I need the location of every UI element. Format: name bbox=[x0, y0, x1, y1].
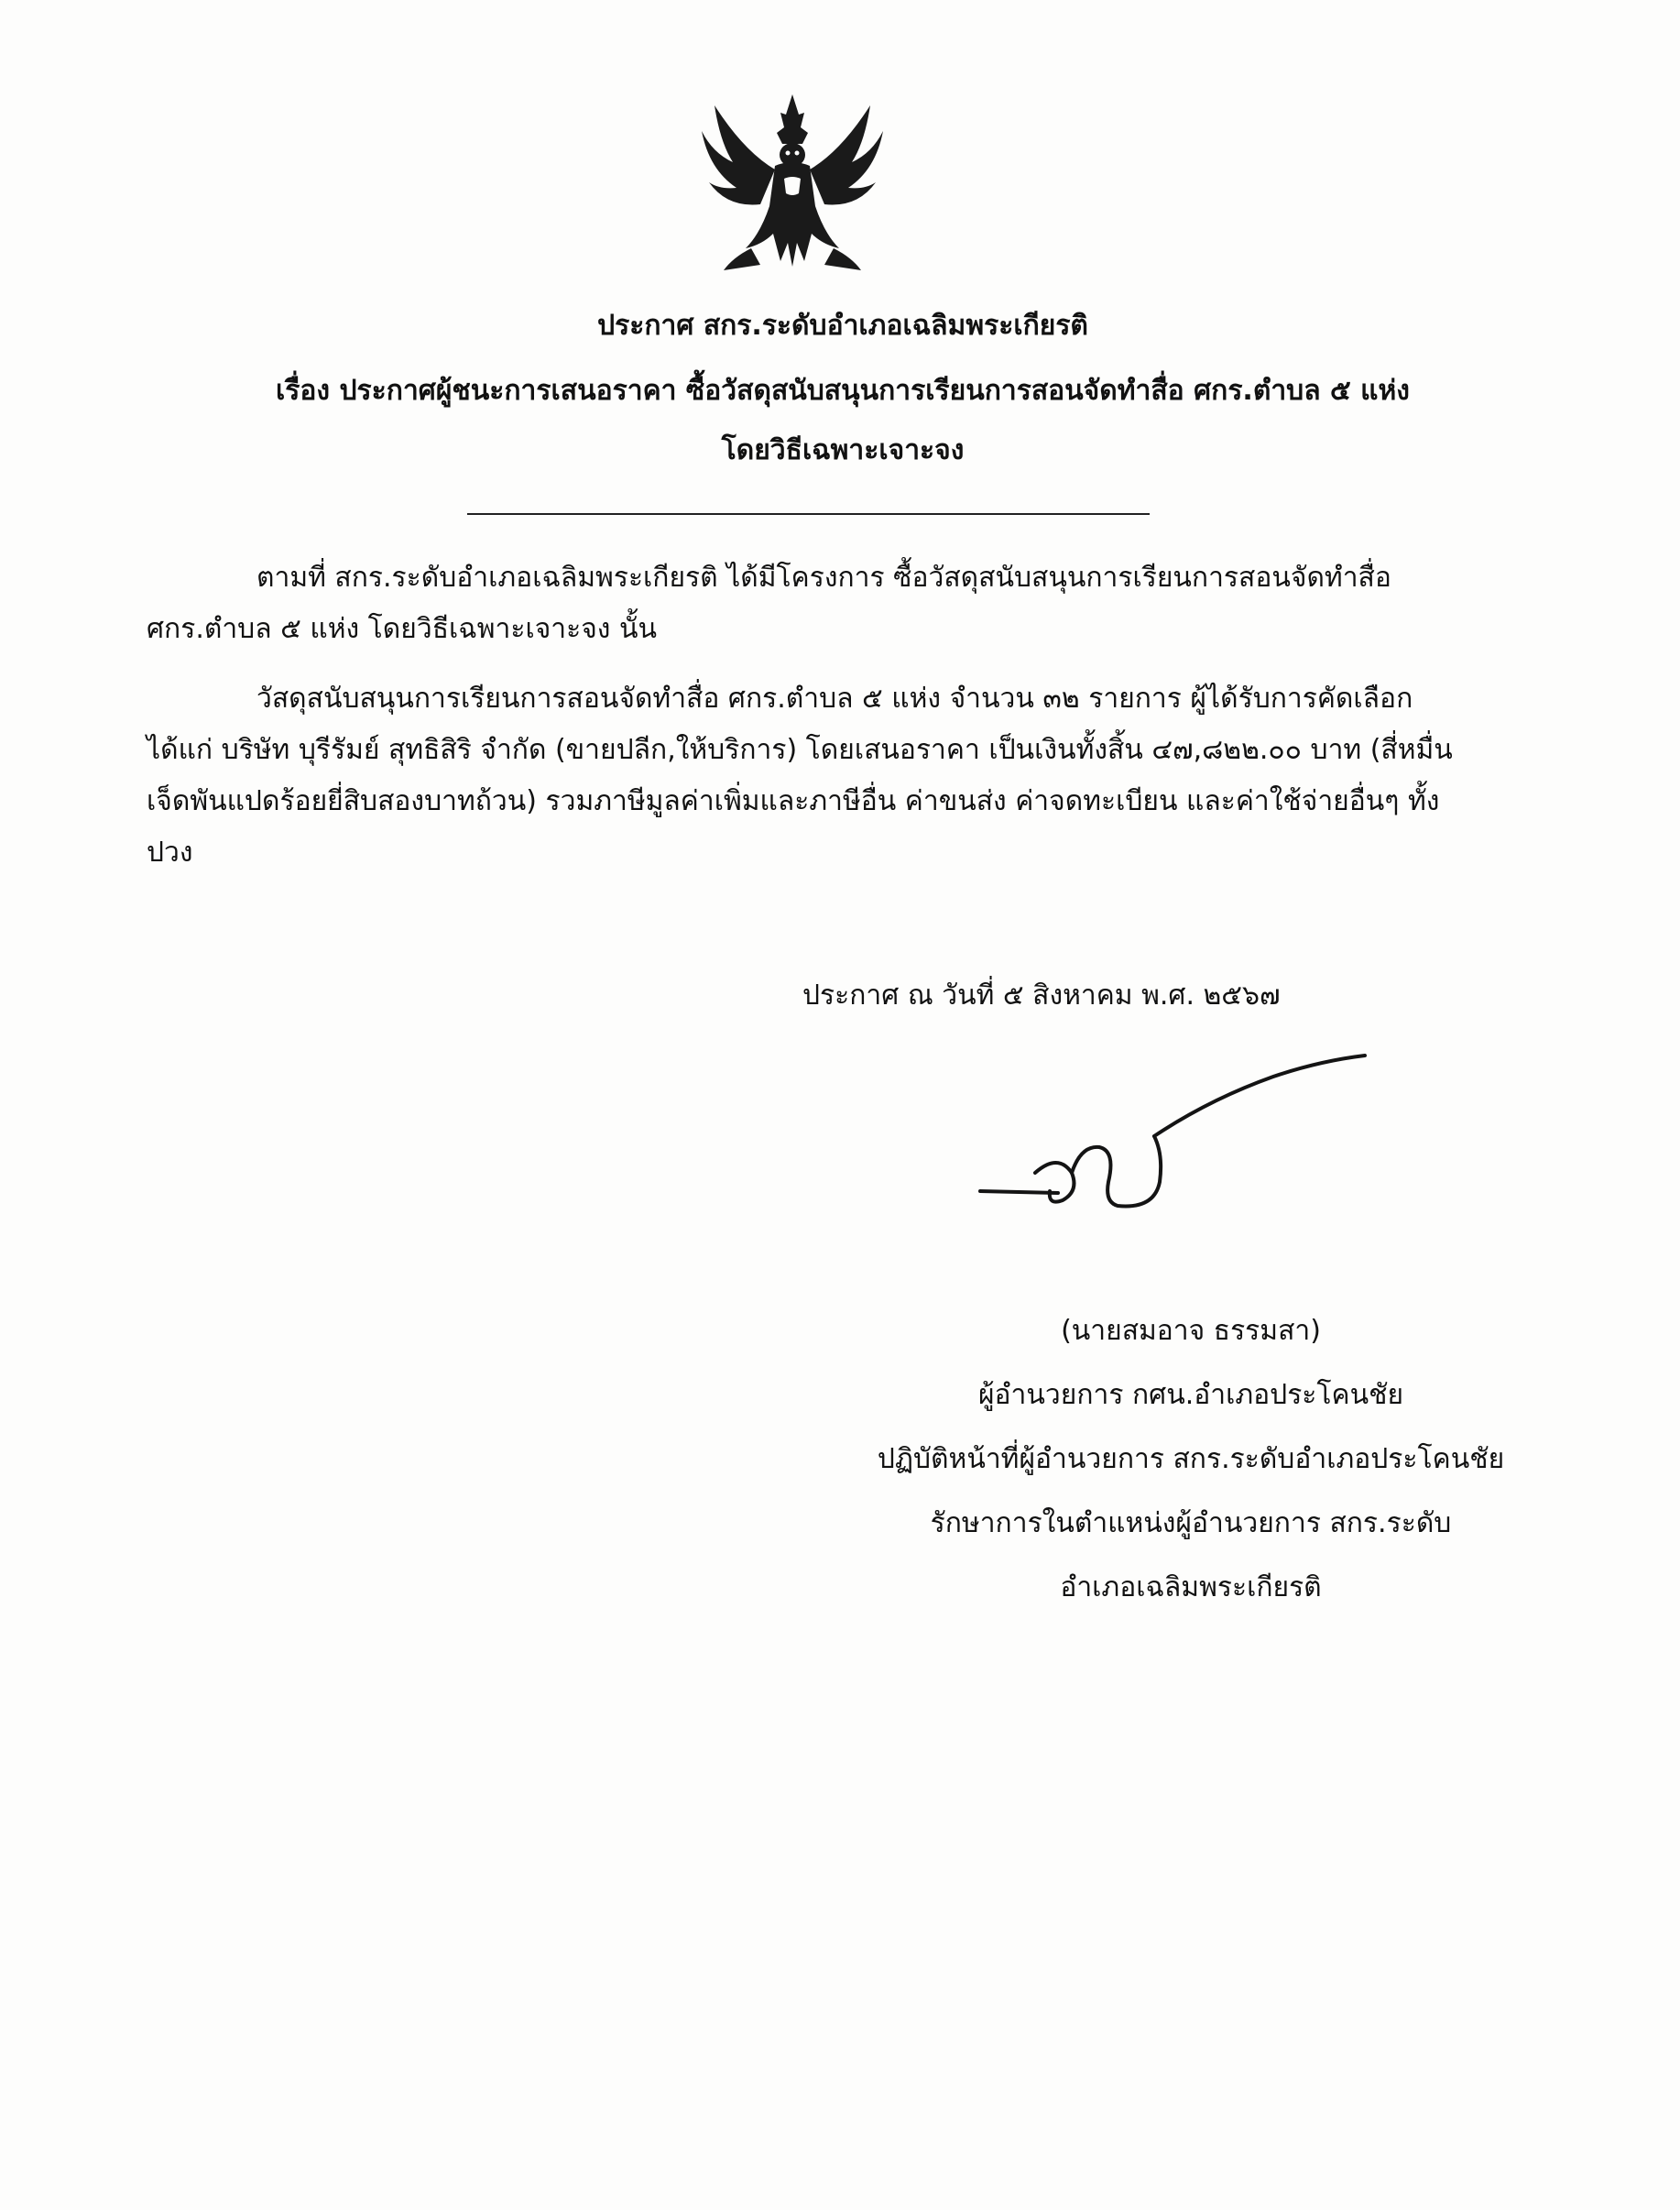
paragraph-line: เจ็ดพันแปดร้อยยี่สิบสองบาทถ้วน) รวมภาษีมูลค่าเพิ่มและภาษีอื่น ค่าขนส่ง ค่าจดทะเบียน และค่าใช้จ่ายอื่นๆ ทั้ง bbox=[147, 785, 1440, 817]
paragraph-line: ปวง bbox=[147, 837, 193, 869]
announcement-subject: เรื่อง ประกาศผู้ชนะการเสนอราคา ซื้อวัสดุสนับสนุนการเรียนการสอนจัดทำสื่อ ศกร.ตำบล ๕ แห่ง bbox=[276, 375, 1410, 407]
handwritten-signature bbox=[971, 1045, 1383, 1228]
signer-name: (นายสมอาจ ธรรมสา) bbox=[1061, 1315, 1321, 1347]
announcement-method: โดยวิธีเฉพาะเจาะจง bbox=[721, 434, 965, 466]
announcement-title: ประกาศ สกร.ระดับอำเภอเฉลิมพระเกียรติ bbox=[597, 310, 1088, 342]
paragraph-line: วัสดุสนับสนุนการเรียนการสอนจัดทำสื่อ ศกร.ตำบล ๕ แห่ง จำนวน ๓๒ รายการ ผู้ได้รับการคัดเลือก bbox=[256, 683, 1413, 715]
paragraph-winner bbox=[147, 673, 1466, 879]
signer-title: ปฏิบัติหน้าที่ผู้อำนวยการ สกร.ระดับอำเภอประโคนชัย bbox=[877, 1443, 1505, 1475]
announcement-date: ประกาศ ณ วันที่ ๕ สิงหาคม พ.ศ. ๒๕๖๗ bbox=[802, 979, 1281, 1012]
signer-title: ผู้อำนวยการ กศน.อำเภอประโคนชัย bbox=[977, 1379, 1404, 1411]
paragraph-line: ได้แก่ บริษัท บุรีรัมย์ สุทธิสิริ จำกัด (ขายปลีก,ให้บริการ) โดยเสนอราคา เป็นเงินทั้งสิ้น ๔๗,๘๒๒.๐๐ บาท (สี่หมื่น bbox=[147, 734, 1453, 766]
paragraph-line: ตามที่ สกร.ระดับอำเภอเฉลิมพระเกียรติ ได้มีโครงการ ซื้อวัสดุสนับสนุนการเรียนการสอนจัดทำสื่อ bbox=[256, 562, 1391, 594]
garuda-emblem-icon bbox=[696, 87, 889, 279]
signature-block bbox=[806, 1299, 1576, 1620]
paragraph-project bbox=[147, 552, 1466, 655]
paragraph-line: ศกร.ตำบล ๕ แห่ง โดยวิธีเฉพาะเจาะจง นั้น bbox=[147, 613, 658, 645]
header-divider bbox=[467, 513, 1150, 515]
signer-title: อำเภอเฉลิมพระเกียรติ bbox=[1060, 1571, 1322, 1603]
signer-title: รักษาการในตำแหน่งผู้อำนวยการ สกร.ระดับ bbox=[930, 1507, 1452, 1539]
